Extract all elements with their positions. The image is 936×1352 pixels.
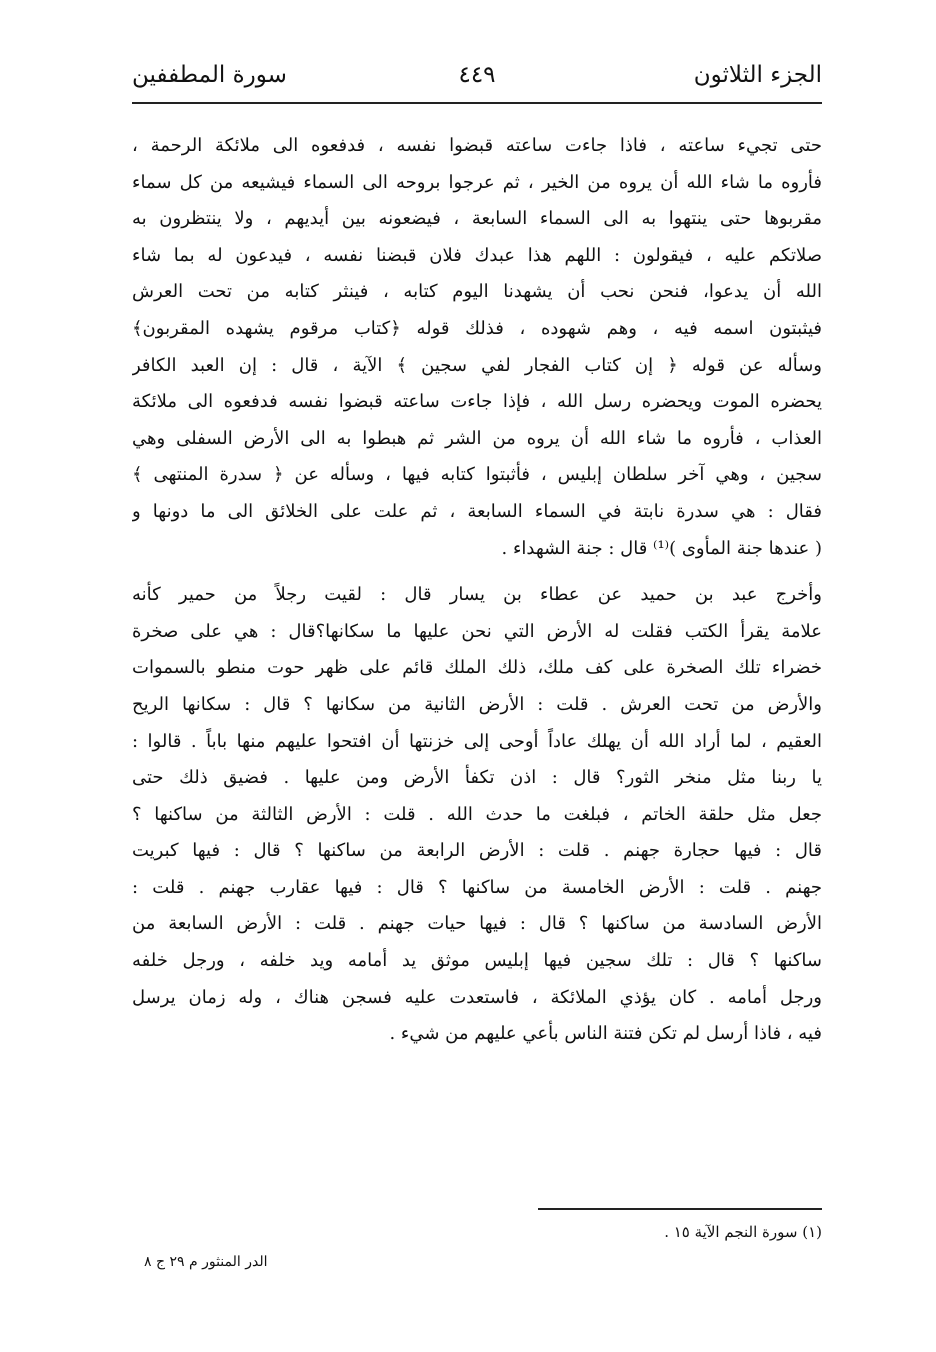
text-line: فيثبتون اسمه فيه ، وهم شهوده ، فذلك قوله ﴿كتاب مرقوم يشهده المقربون﴾ — [132, 317, 822, 339]
text-line: قال : فيها حجارة جهنم . قلت : الأرض الرابعة من ساكنها ؟ قال : فيها كبريت — [132, 840, 822, 862]
text-line: جهنم . قلت : الأرض الخامسة من ساكنها ؟ قال : فيها عقارب جهنم . قلت : — [132, 876, 822, 898]
text-line: ساكنها ؟ قال : تلك سجين فيها إبليس موثق يد أمامه ويد خلفه ، ورجل خلفه — [132, 950, 822, 972]
page-header — [132, 58, 822, 102]
text-line: وأخرج عبد بن حميد عن عطاء بن يسار قال : لقيت رجلاً من حمير كأنه — [132, 584, 822, 606]
text-line: جعل مثل حلقة الخاتم ، فبلغت ما حدث الله . قلت : الأرض الثالثة من ساكنها ؟ — [132, 803, 822, 825]
paragraph-2 — [132, 577, 822, 1053]
header-divider — [132, 102, 822, 104]
text-line: فأروه ما شاء الله أن يروه من الخير ، ثم عرجوا بروحه الى السماء فيشيعه من كل سماء — [132, 171, 822, 193]
text-line: الله أن يدعوا، فنحن نحب أن يشهدنا اليوم كتابه ، فينثر كتابه من تحت العرش — [132, 281, 822, 303]
footnote: (١) سورة النجم الآية ١٥ . — [664, 1223, 822, 1241]
text-line: وسأله عن قوله ﴿ إن كتاب الفجار لفي سجين ﴾ الآية ، قال : إن العبد الكافر — [132, 354, 822, 376]
footnote-divider — [538, 1208, 822, 1210]
text-line: صلاتكم عليه ، فيقولون : اللهم هذا عبدك فلان قبضنا نفسه ، فيدعون له بما شاء — [132, 244, 822, 266]
surah-title: سورة المطففين — [132, 62, 287, 88]
text-line: حتى تجيء ساعته ، فاذا جاءت ساعته قبضوا نفسه ، فدفعوه الى ملائكة الرحمة ، — [132, 135, 822, 156]
text-line: العقيم ، لما أراد الله أن يهلك عاداً أوحى إلى خزنتها أن افتحوا عليهم منها باباً . قالوا : — [132, 730, 822, 752]
text-line: فيه ، فاذا أرسل لم تكن فتنة الناس بأعي عليهم من شيء . — [389, 1023, 822, 1045]
text-line: والأرض من تحت العرش . قلت : الأرض الثانية من سكانها ؟ قال : سكانها الريح — [132, 693, 822, 715]
page-number: ٤٤٩ — [458, 62, 496, 88]
text-line: يحضره الموت ويحضره رسل الله ، فإذا جاءت ساعته قبضوا نفسه فدفعوه الى ملائكة — [132, 391, 822, 413]
text-line: يا ربنا مثل منخر الثور؟ قال : اذن تكفأ الأرض ومن عليها . فضيق ذلك حتى — [132, 767, 822, 789]
text-line: ورجل أمامه . كان يؤذي الملائكة ، فاستعدت عليه فسجن هناك ، وله زمان يرسل — [132, 986, 822, 1008]
main-text — [132, 128, 822, 1053]
text-line: سجين ، وهي آخر سلطان إبليس ، فأثبتوا كتابه فيها ، وسأله عن ﴿ سدرة المنتهى ﴾ — [132, 464, 822, 486]
paragraph-spacer — [132, 567, 822, 577]
text-line: خضراء تلك الصخرة على كف ملك، ذلك الملك قائم على ظهر حوت منطو بالسموات — [132, 657, 822, 679]
text-line: ( عندها جنة المأوى )⁽¹⁾ قال : جنة الشهداء . — [501, 537, 822, 559]
text-line: الأرض السادسة من ساكنها ؟ قال : فيها حيات جهنم . قلت : الأرض السابعة من — [132, 913, 822, 935]
paragraph-1 — [132, 128, 822, 567]
text-line: علامة يقرأ الكتب فقلت له الأرض التي نحن عليها ما سكانها؟قال : هي على صخرة — [132, 620, 822, 642]
source-note: الدر المنثور م ٢٩ ج ٨ — [144, 1254, 268, 1270]
text-line: العذاب ، فأروه ما شاء الله أن يروه من الشر ثم هبطوا به الى الأرض السفلى وهي — [132, 427, 822, 449]
text-line: مقربوها حتى ينتهوا به الى السماء السابعة ، فيضعونه بين أيديهم ، ولا ينتظرون به — [132, 208, 822, 230]
text-line: فقال : هي سدرة نابتة في السماء السابعة ، ثم علت على الخلائق الى ما دونها و — [132, 500, 822, 522]
juz-title: الجزء الثلاثون — [693, 62, 822, 88]
